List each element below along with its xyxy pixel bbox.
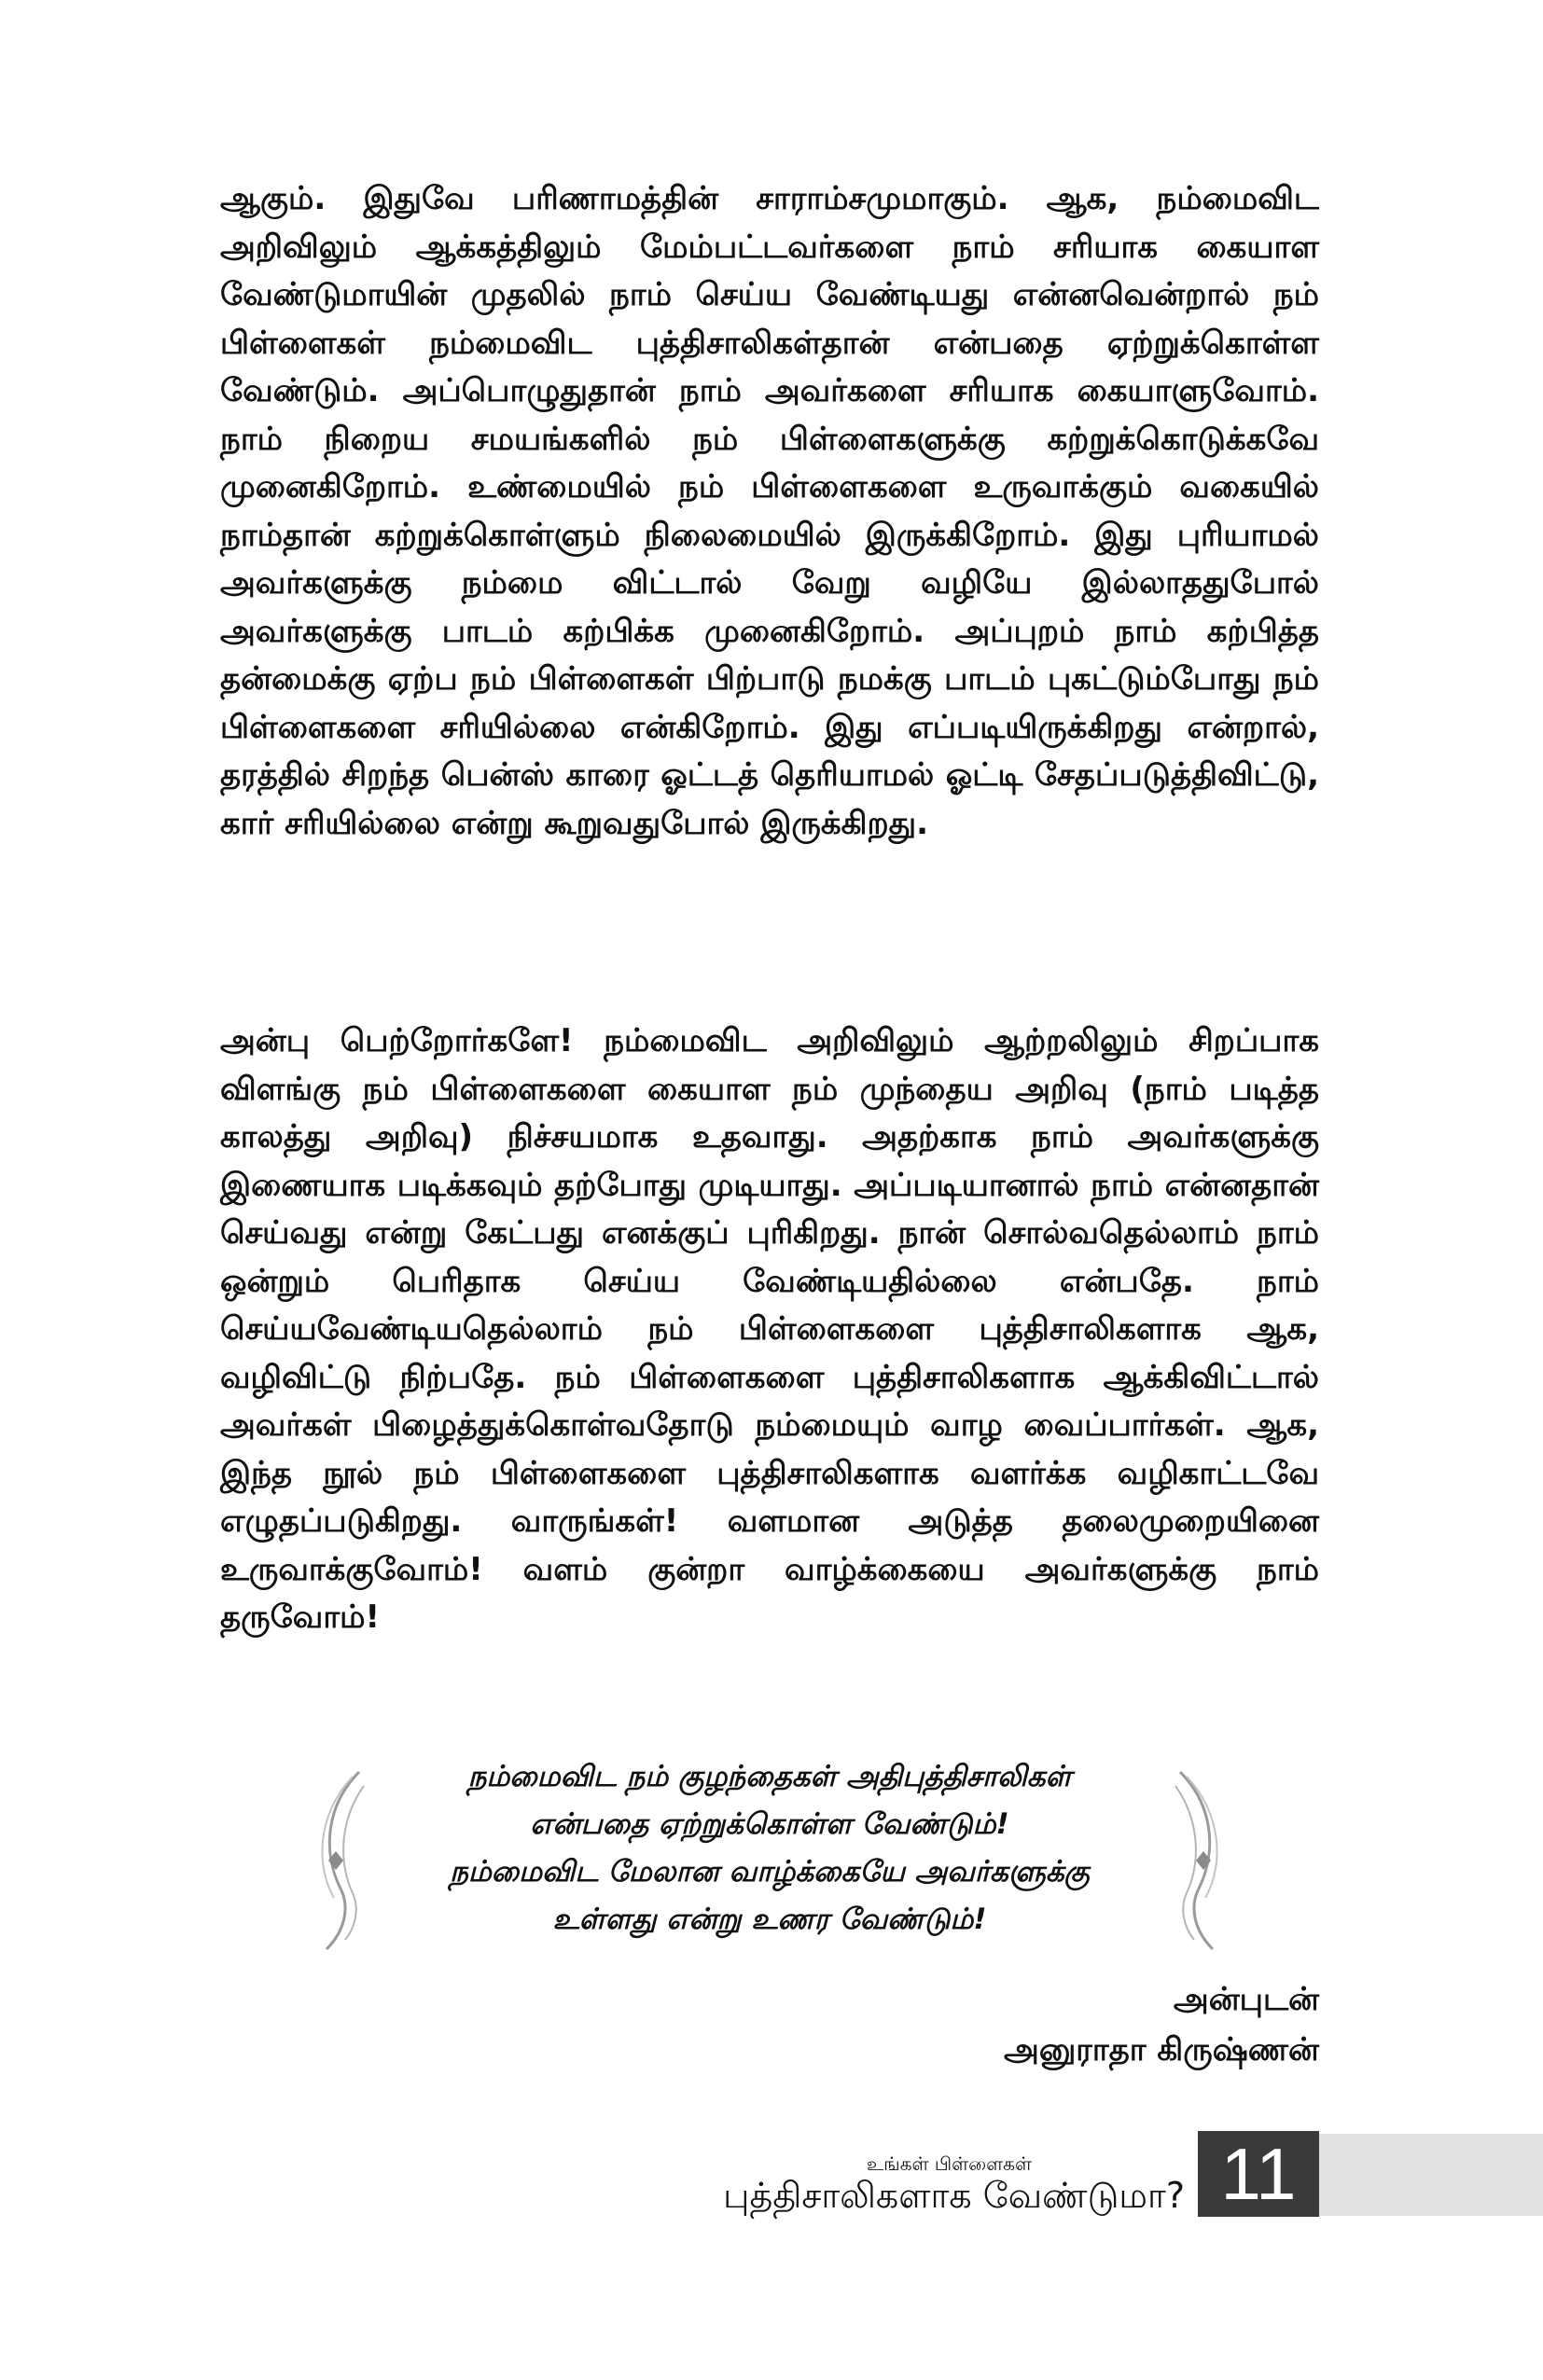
- highlight-quote: [299, 1753, 1241, 1958]
- page-number: 11: [1198, 2131, 1319, 2217]
- quote-line: நம்மைவிட நம் குழந்தைகள் அதிபுத்திசாலிகள்: [467, 1760, 1072, 1793]
- quote-text: [401, 1753, 1138, 1944]
- footer-book-subtitle: உங்கள் பிள்ளைகள்: [867, 2152, 1032, 2175]
- quote-line: உள்ளது என்று உணர வேண்டும்!: [552, 1903, 987, 1936]
- footer-bar: [1315, 2134, 1543, 2216]
- flourish-ornament-icon: [308, 1767, 382, 1954]
- author-name: அனுராதா கிருஷ்ணன்: [1004, 2031, 1319, 2069]
- body-paragraph-2: அன்பு பெற்றோர்களே! நம்மைவிட அறிவிலும் ஆற்றலிலும் சிறப்பாக விளங்கு நம் பிள்ளைகளை கையாள நம் முந்தைய அறிவு (நாம் படித்த காலத்து அறிவு) நிச்சயமாக உதவாது. அதற்காக நாம் அவர்களுக்கு இணையாக படிக்கவும் தற்போது முடியாது. அப்படியானால் நாம் என்னதான் செய்வது என்று கேட்பது எனக்குப் புரிகிறது. நான் சொல்வதெல்லாம் நாம் ஒன்றும் பெரிதாக செய்ய வேண்டியதில்லை என்பதே. நாம் செய்யவேண்டியதெல்லாம் நம் பிள்ளைகளை புத்திசாலிகளாக ஆக, வழிவிட்டு நிற்பதே. நம் பிள்ளைகளை புத்திசாலிகளாக ஆக்கிவிட்டால் அவர்கள் பிழைத்துக்கொள்வதோடு நம்மையும் வாழ வைப்பார்கள். ஆக, இந்த நூல் நம் பிள்ளைகளை புத்திசாலிகளாக வளர்க்க வழிகாட்டவே எழுதப்படுகிறது. வாருங்கள்! வளமான அடுத்த தலைமுறையினை உருவாக்குவோம்! வளம் குன்றா வாழ்க்கையை அவர்களுக்கு நாம் தருவோம்!: [220, 1022, 1319, 1636]
- flourish-ornament-icon: [1157, 1767, 1231, 1954]
- signature-block: [1004, 1974, 1319, 2075]
- closing-greeting: அன்புடன்: [1173, 1981, 1319, 2018]
- quote-line: என்பதை ஏற்றுக்கொள்ள வேண்டும்!: [530, 1807, 1009, 1841]
- footer-book-title: புத்திசாலிகளாக வேண்டுமா?: [723, 2175, 1185, 2216]
- quote-line: நம்மைவிட மேலான வாழ்க்கையே அவர்களுக்கு: [449, 1855, 1091, 1889]
- body-paragraph-1: ஆகும். இதுவே பரிணாமத்தின் சாராம்சமுமாகும். ஆக, நம்மைவிட அறிவிலும் ஆக்கத்திலும் மேம்பட்டவர்களை நாம் சரியாக கையாள வேண்டுமாயின் முதலில் நாம் செய்ய வேண்டியது என்னவென்றால் நம் பிள்ளைகள் நம்மைவிட புத்திசாலிகள்தான் என்பதை ஏற்றுக்கொள்ள வேண்டும். அப்பொழுதுதான் நாம் அவர்களை சரியாக கையாளுவோம். நாம் நிறைய சமயங்களில் நம் பிள்ளைகளுக்கு கற்றுக்கொடுக்கவே முனைகிறோம். உண்மையில் நம் பிள்ளைகளை உருவாக்கும் வகையில் நாம்தான் கற்றுக்கொள்ளும் நிலைமையில் இருக்கிறோம். இது புரியாமல் அவர்களுக்கு நம்மை விட்டால் வேறு வழியே இல்லாததுபோல் அவர்களுக்கு பாடம் கற்பிக்க முனைகிறோம். அப்புறம் நாம் கற்பித்த தன்மைக்கு ஏற்ப நம் பிள்ளைகள் பிற்பாடு நமக்கு பாடம் புகட்டும்போது நம் பிள்ளைகளை சரியில்லை என்கிறோம். இது எப்படியிருக்கிறது என்றால், தரத்தில் சிறந்த பென்ஸ் காரை ஓட்டத் தெரியாமல் ஓட்டி சேதப்படுத்திவிட்டு, கார் சரியில்லை என்று கூறுவதுபோல் இருக்கிறது.: [220, 180, 1319, 842]
